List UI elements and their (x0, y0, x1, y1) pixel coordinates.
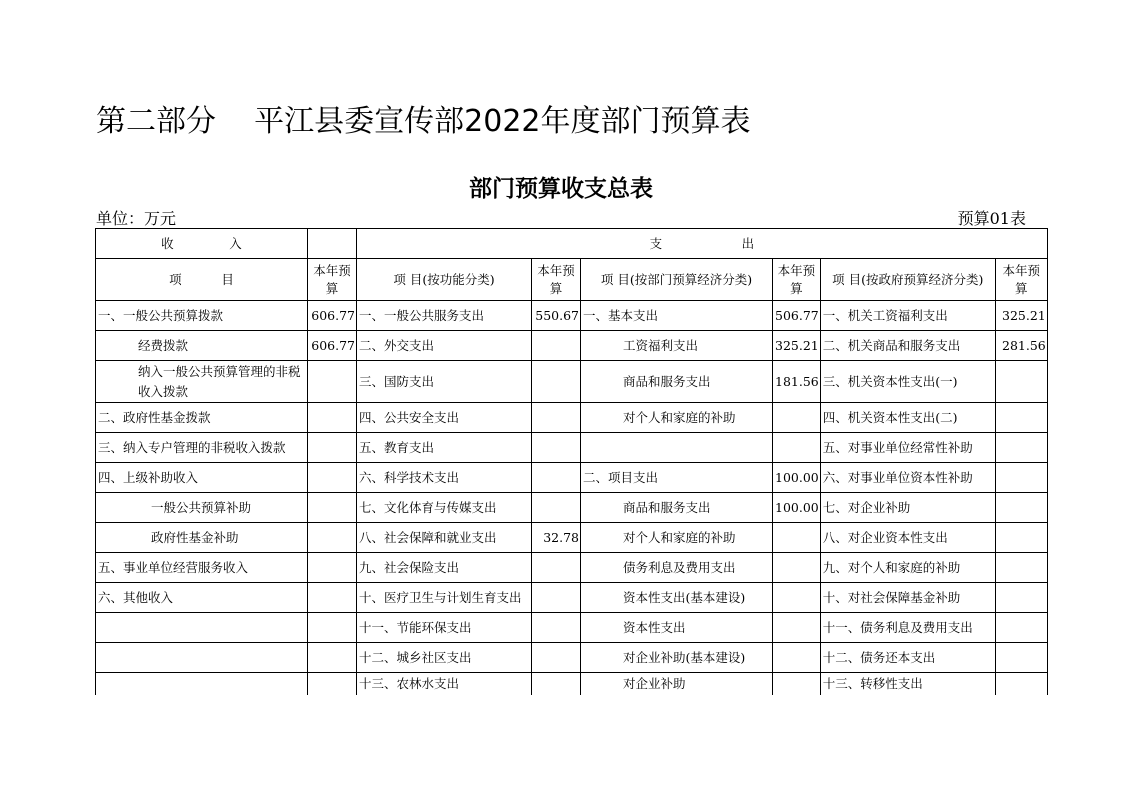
func-amount-cell (532, 673, 581, 695)
func-item-cell: 十、医疗卫生与计划生育支出 (357, 583, 532, 613)
header-row-columns (96, 259, 1048, 301)
gov-item-cell: 七、对企业补助 (820, 493, 995, 523)
func-item-cell: 三、国防支出 (357, 361, 532, 403)
gov-amount-cell: 281.56 (995, 331, 1047, 361)
header-row-group (96, 229, 1048, 259)
func-amount-cell (532, 403, 581, 433)
income-item-cell: 政府性基金补助 (96, 523, 308, 553)
dept-item-cell: 工资福利支出 (581, 331, 773, 361)
col-dept-item: 项 目(按部门预算经济分类) (581, 259, 773, 301)
func-amount-cell (532, 613, 581, 643)
gov-item-cell: 六、对事业单位资本性补助 (820, 463, 995, 493)
income-amount-cell (308, 463, 357, 493)
header-income-blank (308, 229, 357, 259)
func-item-cell: 十二、城乡社区支出 (357, 643, 532, 673)
dept-item-cell: 资本性支出 (581, 613, 773, 643)
table-row (96, 433, 1048, 463)
func-item-cell: 二、外交支出 (357, 331, 532, 361)
func-amount-cell (532, 493, 581, 523)
table-row (96, 361, 1048, 403)
func-amount-cell (532, 643, 581, 673)
func-amount-cell (532, 463, 581, 493)
header-income: 收 入 (96, 229, 308, 259)
gov-amount-cell (995, 523, 1047, 553)
dept-amount-cell (773, 643, 821, 673)
income-item-cell (96, 643, 308, 673)
gov-amount-cell (995, 433, 1047, 463)
col-gov-item: 项 目(按政府预算经济分类) (820, 259, 995, 301)
dept-item-cell: 对企业补助(基本建设) (581, 643, 773, 673)
income-item-cell: 二、政府性基金拨款 (96, 403, 308, 433)
dept-amount-cell (773, 433, 821, 463)
gov-item-cell: 五、对事业单位经常性补助 (820, 433, 995, 463)
gov-amount-cell (995, 493, 1047, 523)
income-amount-cell (308, 673, 357, 695)
income-item-cell: 五、事业单位经营服务收入 (96, 553, 308, 583)
dept-amount-cell: 325.21 (773, 331, 821, 361)
dept-item-cell: 对个人和家庭的补助 (581, 523, 773, 553)
table-row (96, 583, 1048, 613)
gov-amount-cell: 325.21 (995, 301, 1047, 331)
func-item-cell: 十三、农林水支出 (357, 673, 532, 695)
gov-amount-cell (995, 583, 1047, 613)
gov-amount-cell (995, 613, 1047, 643)
table-row (96, 553, 1048, 583)
income-amount-cell (308, 403, 357, 433)
col-income-amount: 本年预算 (308, 259, 357, 301)
income-item-cell: 经费拨款 (96, 331, 308, 361)
col-dept-amount: 本年预算 (773, 259, 821, 301)
table-row (96, 403, 1048, 433)
dept-item-cell: 商品和服务支出 (581, 361, 773, 403)
func-item-cell: 五、教育支出 (357, 433, 532, 463)
gov-amount-cell (995, 403, 1047, 433)
dept-amount-cell (773, 523, 821, 553)
table-row (96, 523, 1048, 553)
income-amount-cell (308, 583, 357, 613)
table-row (96, 493, 1048, 523)
table-title: 部门预算收支总表 (469, 176, 653, 202)
gov-amount-cell (995, 643, 1047, 673)
dept-amount-cell (773, 403, 821, 433)
income-amount-cell (308, 493, 357, 523)
income-amount-cell (308, 523, 357, 553)
table-row (96, 643, 1048, 673)
func-amount-cell (532, 433, 581, 463)
gov-item-cell: 三、机关资本性支出(一) (820, 361, 995, 403)
col-func-item: 项 目(按功能分类) (357, 259, 532, 301)
func-amount-cell (532, 583, 581, 613)
table-row (96, 331, 1048, 361)
dept-item-cell: 一、基本支出 (581, 301, 773, 331)
func-amount-cell (532, 361, 581, 403)
gov-item-cell: 一、机关工资福利支出 (820, 301, 995, 331)
gov-amount-cell (995, 673, 1047, 695)
dept-amount-cell: 506.77 (773, 301, 821, 331)
form-number: 预算01表 (957, 209, 1026, 228)
func-item-cell: 九、社会保险支出 (357, 553, 532, 583)
gov-item-cell: 十一、债务利息及费用支出 (820, 613, 995, 643)
gov-amount-cell (995, 463, 1047, 493)
dept-amount-cell (773, 583, 821, 613)
dept-amount-cell: 100.00 (773, 463, 821, 493)
income-item-cell (96, 613, 308, 643)
func-amount-cell: 550.67 (532, 301, 581, 331)
income-item-cell: 一、一般公共预算拨款 (96, 301, 308, 331)
income-amount-cell (308, 361, 357, 403)
func-item-cell: 六、科学技术支出 (357, 463, 532, 493)
func-item-cell: 八、社会保障和就业支出 (357, 523, 532, 553)
func-amount-cell (532, 553, 581, 583)
gov-amount-cell (995, 553, 1047, 583)
table-row (96, 301, 1048, 331)
income-item-cell: 三、纳入专户管理的非税收入拨款 (96, 433, 308, 463)
func-item-cell: 十一、节能环保支出 (357, 613, 532, 643)
budget-table (95, 228, 1048, 695)
func-item-cell: 七、文化体育与传媒支出 (357, 493, 532, 523)
income-amount-cell: 606.77 (308, 301, 357, 331)
table-row (96, 613, 1048, 643)
col-func-amount: 本年预算 (532, 259, 581, 301)
table-row (96, 673, 1048, 695)
func-amount-cell (532, 331, 581, 361)
dept-amount-cell (773, 553, 821, 583)
income-item-cell: 六、其他收入 (96, 583, 308, 613)
gov-item-cell: 十、对社会保障基金补助 (820, 583, 995, 613)
func-item-cell: 四、公共安全支出 (357, 403, 532, 433)
gov-amount-cell (995, 361, 1047, 403)
page-title: 第二部分 平江县委宣传部2022年度部门预算表 (96, 104, 751, 139)
income-amount-cell: 606.77 (308, 331, 357, 361)
dept-amount-cell: 181.56 (773, 361, 821, 403)
func-item-cell: 一、一般公共服务支出 (357, 301, 532, 331)
gov-item-cell: 八、对企业资本性支出 (820, 523, 995, 553)
col-income-item: 项 目 (96, 259, 308, 301)
unit-label: 单位：万元 (96, 209, 177, 228)
income-item-cell (96, 673, 308, 695)
income-item-cell: 四、上级补助收入 (96, 463, 308, 493)
dept-item-cell: 对个人和家庭的补助 (581, 403, 773, 433)
gov-item-cell: 四、机关资本性支出(二) (820, 403, 995, 433)
gov-item-cell: 十三、转移性支出 (820, 673, 995, 695)
dept-amount-cell: 100.00 (773, 493, 821, 523)
dept-amount-cell (773, 673, 821, 695)
header-expense: 支 出 (357, 229, 1048, 259)
income-amount-cell (308, 643, 357, 673)
gov-item-cell: 二、机关商品和服务支出 (820, 331, 995, 361)
func-amount-cell: 32.78 (532, 523, 581, 553)
income-item-cell: 一般公共预算补助 (96, 493, 308, 523)
dept-item-cell: 商品和服务支出 (581, 493, 773, 523)
dept-item-cell (581, 433, 773, 463)
income-item-cell: 纳入一般公共预算管理的非税收入拨款 (96, 361, 308, 403)
dept-item-cell: 债务利息及费用支出 (581, 553, 773, 583)
dept-item-cell: 二、项目支出 (581, 463, 773, 493)
table-row (96, 463, 1048, 493)
gov-item-cell: 九、对个人和家庭的补助 (820, 553, 995, 583)
dept-item-cell: 资本性支出(基本建设) (581, 583, 773, 613)
gov-item-cell: 十二、债务还本支出 (820, 643, 995, 673)
col-gov-amount: 本年预算 (995, 259, 1047, 301)
income-amount-cell (308, 613, 357, 643)
income-amount-cell (308, 433, 357, 463)
income-amount-cell (308, 553, 357, 583)
dept-amount-cell (773, 613, 821, 643)
dept-item-cell: 对企业补助 (581, 673, 773, 695)
